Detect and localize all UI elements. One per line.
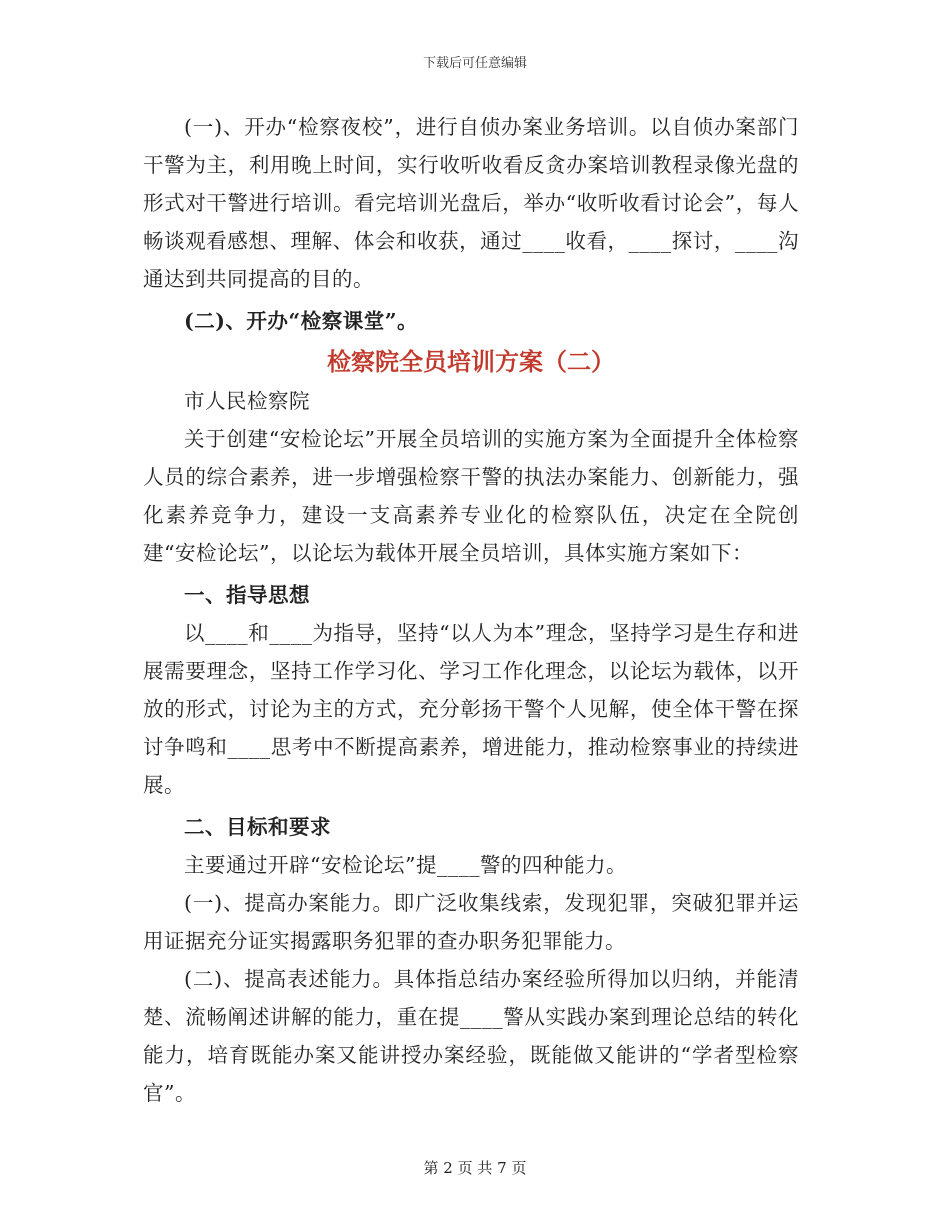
section-heading-classroom: (二)、开办“检察课堂”。 xyxy=(184,309,418,333)
issuer-line: 市人民检察院 xyxy=(184,389,310,413)
section-heading-goals: 二、目标和要求 xyxy=(184,815,331,839)
page-footer: 第 2 页 共 7 页 xyxy=(423,1159,527,1177)
paragraph-expression-ability: (二)、提高表述能力。具体指总结办案经验所得加以归纳，并能清楚、流畅阐述讲解的能力，重在提____警从实践办案到理论总结的转化能力，培育既能办案又能讲授办案经验，既能做又能讲的“学者型检察官”。 xyxy=(143,967,799,1105)
page-header: 下载后可任意编辑 xyxy=(422,56,527,71)
document-body xyxy=(143,108,799,1112)
paragraph-goals-intro: 主要通过开辟“安检论坛”提____警的四种能力。 xyxy=(184,853,627,877)
paragraph-intro: 关于创建“安检论坛”开展全员培训的实施方案为全面提升全体检察人员的综合素养，进一步增强检察干警的执法办案能力、创新能力，强化素养竞争力，建设一支高素养专业化的检察队伍，决定在全院创建“安检论坛”，以论坛为载体开展全员培训，具体实施方案如下： xyxy=(143,427,799,565)
document-title: 检察院全员培训方案（二） xyxy=(327,347,615,376)
paragraph-evening-school: (一)、开办“检察夜校”，进行自侦办案业务培训。以自侦办案部门干警为主，利用晚上时间，实行收听收看反贪办案培训教程录像光盘的形式对干警进行培训。看完培训光盘后，举办“收听收看讨论会”，每人畅谈观看感想、理解、体会和收获，通过____收看，____探讨，____沟通达到共同提高的目的。 xyxy=(143,115,799,291)
section-heading-guiding-ideology: 一、指导思想 xyxy=(184,583,310,607)
paragraph-guiding-ideology: 以____和____为指导，坚持“以人为本”理念，坚持学习是生存和进展需要理念，坚持工作学习化、学习工作化理念，以论坛为载体，以开放的形式，讨论为主的方式，充分彰扬干警个人见解，使全体干警在探讨争鸣和____思考中不断提高素养，增进能力，推动检察事业的持续进展。 xyxy=(143,621,799,797)
paragraph-case-ability: (一)、提高办案能力。即广泛收集线索，发现犯罪，突破犯罪并运用证据充分证实揭露职务犯罪的查办职务犯罪能力。 xyxy=(143,891,799,953)
